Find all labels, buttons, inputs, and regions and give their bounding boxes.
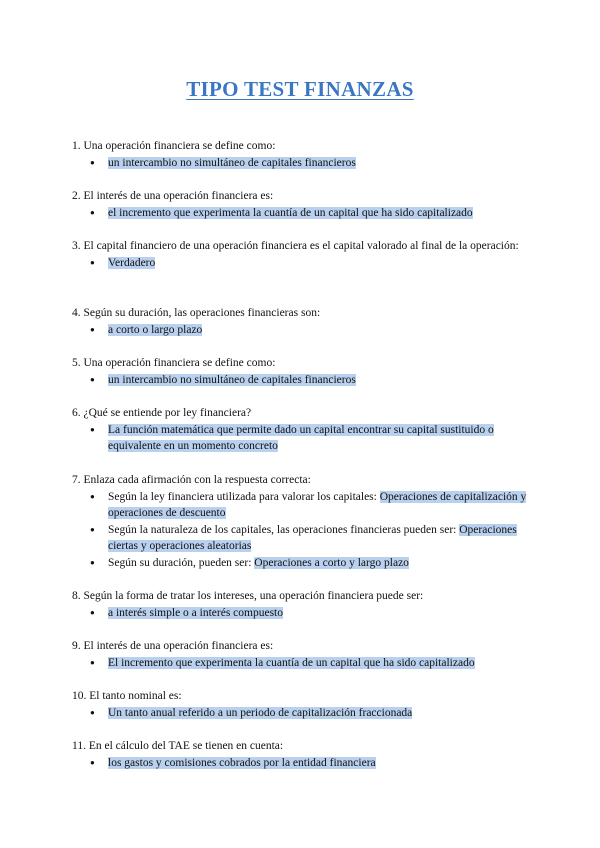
question-6-text: 6. ¿Qué se entiende por ley financiera?: [72, 407, 252, 419]
bullet-icon: ●: [90, 757, 95, 767]
question-2-answer: [72, 205, 532, 222]
page-title: [0, 76, 600, 102]
answer-text: un intercambio no simultáneo de capitales financieros: [108, 373, 356, 386]
question-9-text: 9. El interés de una operación financiera es:: [72, 640, 274, 652]
answer-text: La función matemática que permite dado un capital encontrar su capital sustituido o equivalente en un momento concreto: [108, 423, 494, 452]
answer-text: un intercambio no simultáneo de capitales financieros: [108, 156, 356, 169]
question-3-answer: [72, 255, 532, 272]
question-10: [72, 688, 532, 721]
bullet-icon: ●: [90, 424, 95, 434]
question-2: [72, 188, 532, 221]
answer-text: Un tanto anual referido a un periodo de capitalización fraccionada: [108, 706, 413, 719]
question-6: [72, 405, 532, 455]
item-prefix: Según su duración, pueden ser:: [108, 556, 255, 569]
bullet-icon: ●: [90, 707, 95, 717]
answer-text: Operaciones a corto y largo plazo: [254, 556, 409, 569]
question-1-text: 1. Una operación financiera se define como:: [72, 140, 276, 152]
bullet-icon: ●: [90, 257, 95, 267]
question-8-text: 8. Según la forma de tratar los intereses, una operación financiera puede ser:: [72, 590, 424, 602]
question-7-item-3: [72, 555, 532, 572]
question-3: [72, 238, 532, 271]
answer-text: a corto o largo plazo: [108, 323, 203, 336]
question-11-answer: [72, 755, 532, 772]
bullet-icon: ●: [90, 524, 95, 534]
question-4-answer: [72, 322, 532, 339]
bullet-icon: ●: [90, 491, 95, 501]
question-9: [72, 638, 532, 671]
question-9-answer: [72, 655, 532, 672]
question-5-text: 5. Una operación financiera se define como:: [72, 357, 276, 369]
question-10-text: 10. El tanto nominal es:: [72, 690, 182, 702]
bullet-icon: ●: [90, 607, 95, 617]
answer-text: el incremento que experimenta la cuantía de un capital que ha sido capitalizado: [108, 206, 473, 219]
bullet-icon: ●: [90, 207, 95, 217]
bullet-icon: ●: [90, 657, 95, 667]
answer-text: Operaciones ciertas y operaciones aleatorias: [108, 523, 517, 552]
question-4-text: 4. Según su duración, las operaciones financieras son:: [72, 307, 321, 319]
bullet-icon: ●: [90, 374, 95, 384]
answer-text: los gastos y comisiones cobrados por la entidad financiera: [108, 756, 376, 769]
question-4: [72, 305, 532, 338]
bullet-icon: ●: [90, 324, 95, 334]
question-3-text: 3. El capital financiero de una operación financiera es el capital valorado al final de la operación:: [72, 240, 519, 252]
question-11-text: 11. En el cálculo del TAE se tienen en cuenta:: [72, 740, 284, 752]
question-7-item-2: [72, 522, 532, 555]
question-2-text: 2. El interés de una operación financiera es:: [72, 190, 274, 202]
question-6-answer: [72, 422, 532, 455]
question-1-answer: [72, 155, 532, 172]
question-7: [72, 472, 532, 571]
page-title-text: TIPO TEST FINANZAS: [186, 77, 414, 101]
question-8-answer: [72, 605, 532, 622]
item-prefix: Según la naturaleza de los capitales, las operaciones financieras pueden ser:: [108, 523, 460, 536]
question-11: [72, 738, 532, 771]
question-8: [72, 588, 532, 621]
question-10-answer: [72, 705, 532, 722]
answer-text: Verdadero: [108, 256, 156, 269]
answer-text: Operaciones de capitalización y operaciones de descuento: [108, 490, 527, 519]
question-5-answer: [72, 372, 532, 389]
answer-text: El incremento que experimenta la cuantía de un capital que ha sido capitalizado: [108, 656, 475, 669]
bullet-icon: ●: [90, 557, 95, 567]
question-7-text: 7. Enlaza cada afirmación con la respuesta correcta:: [72, 474, 311, 486]
question-1: [72, 138, 532, 171]
bullet-icon: ●: [90, 157, 95, 167]
question-5: [72, 355, 532, 388]
answer-text: a interés simple o a interés compuesto: [108, 606, 284, 619]
item-prefix: Según la ley financiera utilizada para valorar los capitales:: [108, 490, 380, 503]
question-7-item-1: [72, 489, 532, 522]
